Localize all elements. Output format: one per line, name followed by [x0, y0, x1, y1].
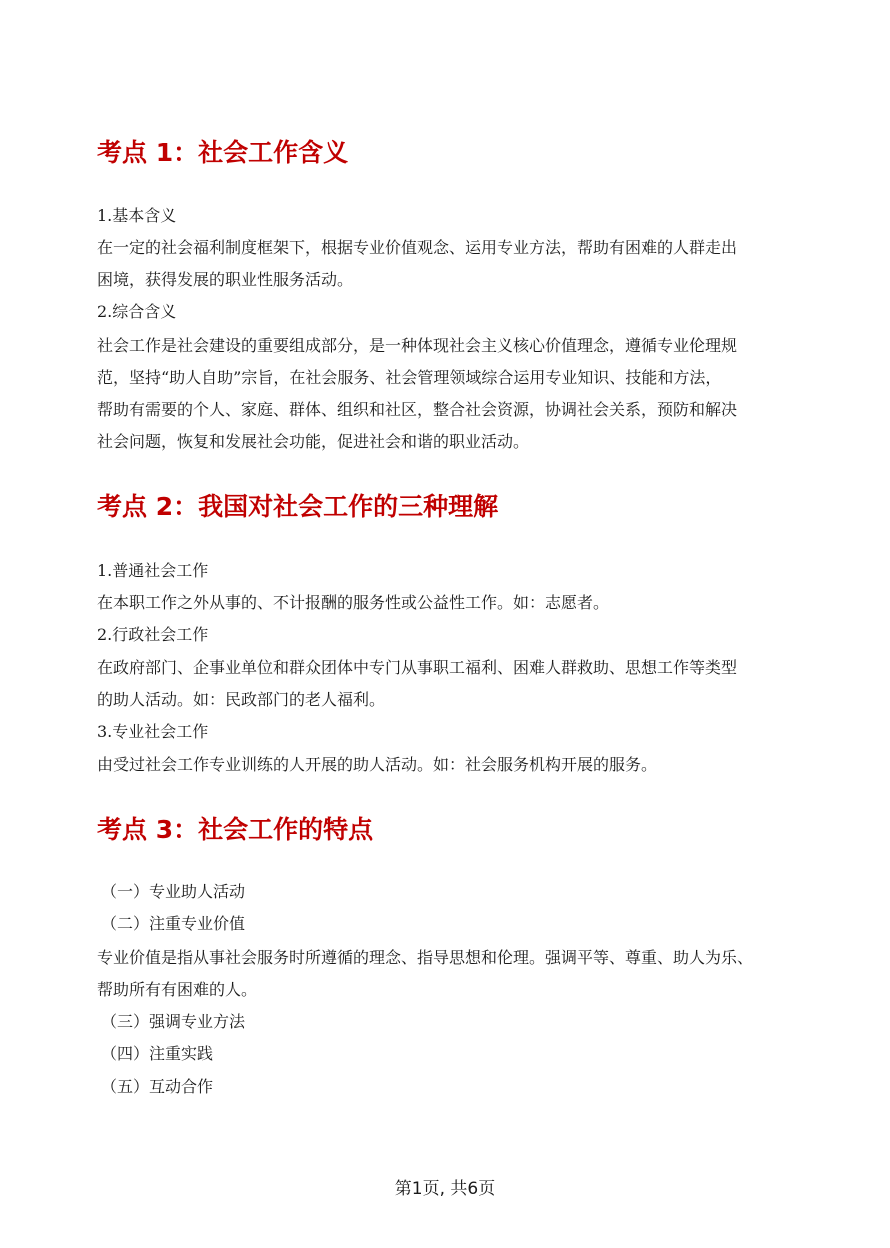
paragraph-line: 在政府部门、企事业单位和群众团体中专门从事职工福利、困难人群救助、思想工作等类型: [97, 658, 738, 677]
item-label-feature-3: （三）强调专业方法: [101, 1012, 246, 1031]
item-label-comprehensive-meaning: 2.综合含义: [97, 302, 177, 321]
item-label-feature-2: （二）注重专业价值: [101, 914, 246, 933]
paragraph-line: 在本职工作之外从事的、不计报酬的服务性或公益性工作。如：志愿者。: [97, 593, 610, 612]
item-label-basic-meaning: 1.基本含义: [97, 206, 177, 225]
item-label-feature-1: （一）专业助人活动: [101, 882, 246, 901]
item-label-feature-4: （四）注重实践: [101, 1044, 214, 1063]
item-label-feature-5: （五）互动合作: [101, 1077, 214, 1096]
paragraph-line: 帮助有需要的个人、家庭、群体、组织和社区，整合社会资源，协调社会关系，预防和解决: [97, 400, 738, 419]
section-heading-3: 考点 3：社会工作的特点: [97, 815, 374, 844]
item-label-ordinary-social-work: 1.普通社会工作: [97, 561, 209, 580]
paragraph-line: 的助人活动。如：民政部门的老人福利。: [97, 690, 386, 709]
section-heading-1: 考点 1：社会工作含义: [97, 138, 349, 167]
paragraph-line: 专业价值是指从事社会服务时所遵循的理念、指导思想和伦理。强调平等、尊重、助人为乐、: [97, 948, 754, 967]
paragraph-line: 在一定的社会福利制度框架下，根据专业价值观念、运用专业方法，帮助有困难的人群走出: [97, 238, 738, 257]
paragraph-line: 帮助所有有困难的人。: [97, 980, 258, 999]
page-number-footer: 第1页, 共6页: [394, 1179, 496, 1199]
paragraph-line: 范，坚持“助人自助”宗旨，在社会服务、社会管理领域综合运用专业知识、技能和方法，: [97, 368, 722, 387]
paragraph-line: 社会工作是社会建设的重要组成部分，是一种体现社会主义核心价值理念，遵循专业伦理规: [97, 336, 738, 355]
paragraph-line: 由受过社会工作专业训练的人开展的助人活动。如：社会服务机构开展的服务。: [97, 755, 658, 774]
paragraph-line: 社会问题，恢复和发展社会功能，促进社会和谐的职业活动。: [97, 432, 530, 451]
section-heading-2: 考点 2：我国对社会工作的三种理解: [97, 492, 499, 521]
item-label-professional-social-work: 3.专业社会工作: [97, 722, 209, 741]
item-label-administrative-social-work: 2.行政社会工作: [97, 625, 209, 644]
paragraph-line: 困境，获得发展的职业性服务活动。: [97, 270, 354, 289]
